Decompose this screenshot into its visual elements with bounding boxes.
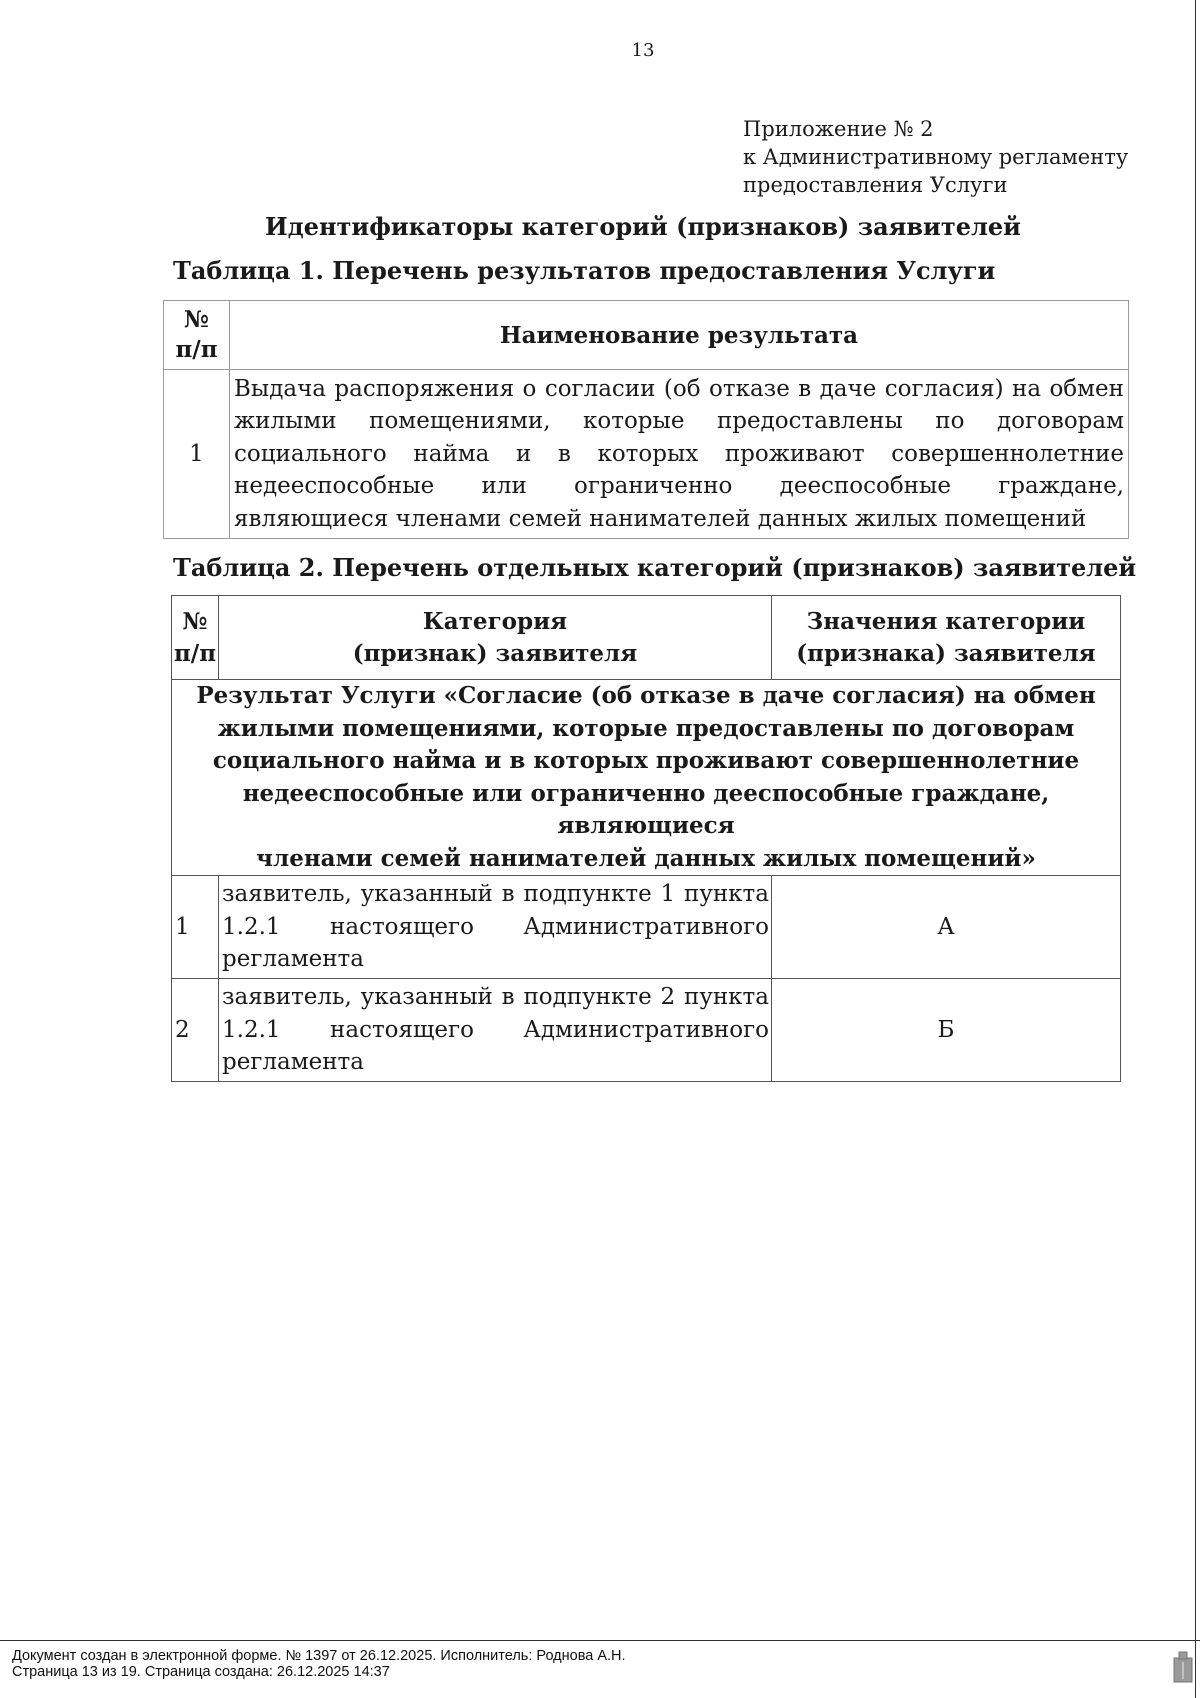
footer-page-info: Страница 13 из 19. Страница создана: 26.12.2025 14:37: [12, 1664, 390, 1680]
page-edge-line: [1195, 0, 1196, 1698]
appendix-line: предоставления Услуги: [743, 173, 1008, 197]
table-row: [172, 979, 1121, 1082]
result-group-row: [172, 680, 1121, 876]
table-row: [172, 876, 1121, 979]
header-result-name: Наименование результата: [230, 301, 1129, 370]
result-group-title: Результат Услуги «Согласие (об отказе в даче согласия) на обмен жилыми помещениями, которые предоставлены по договорам социального найма и в которых проживают совершеннолетние недееспособные или ограниченно дееспособные граждане, являющиеся членами семей нанимателей данных жилых помещений»: [172, 680, 1121, 876]
header-number: № п/п: [164, 301, 230, 370]
emblem-icon: [1172, 1650, 1194, 1684]
row-number: 1: [164, 370, 230, 539]
header-category: Категория (признак) заявителя: [219, 596, 772, 680]
table-header-row: [164, 301, 1129, 370]
category-text: заявитель, указанный в подпункте 2 пункта 1.2.1 настоящего Административного регламента: [219, 979, 772, 1082]
category-value: Б: [772, 979, 1121, 1082]
header-category-value: Значения категории (признака) заявителя: [772, 596, 1121, 680]
row-number: 2: [172, 979, 219, 1082]
categories-table: [171, 595, 1121, 1082]
category-text: заявитель, указанный в подпункте 1 пункта 1.2.1 настоящего Административного регламента: [219, 876, 772, 979]
table-header-row: [172, 596, 1121, 680]
table1-caption: Таблица 1. Перечень результатов предоставления Услуги: [173, 256, 996, 285]
result-text: Выдача распоряжения о согласии (об отказе в даче согласия) на обмен жилыми помещениями, которые предоставлены по договорам социального найма и в которых проживают совершеннолетние недееспособные или ограниченно дееспособные граждане, являющиеся членами семей нанимателей данных жилых помещений: [230, 370, 1129, 539]
document-title: Идентификаторы категорий (признаков) заявителей: [265, 212, 1021, 241]
appendix-line: Приложение № 2: [743, 117, 934, 141]
footer: [12, 1648, 626, 1680]
page-number: 13: [631, 40, 655, 61]
row-number: 1: [172, 876, 219, 979]
category-value: А: [772, 876, 1121, 979]
table2-caption: Таблица 2. Перечень отдельных категорий (признаков) заявителей: [173, 553, 1137, 582]
appendix-note: [743, 115, 1128, 199]
appendix-line: к Административному регламенту: [743, 145, 1129, 169]
header-number: № п/п: [172, 596, 219, 680]
footer-divider: [0, 1640, 1200, 1641]
results-table: [163, 300, 1129, 539]
footer-document-info: Документ создан в электронной форме. № 1397 от 26.12.2025. Исполнитель: Роднова А.Н.: [12, 1648, 626, 1664]
table-row: [164, 370, 1129, 539]
